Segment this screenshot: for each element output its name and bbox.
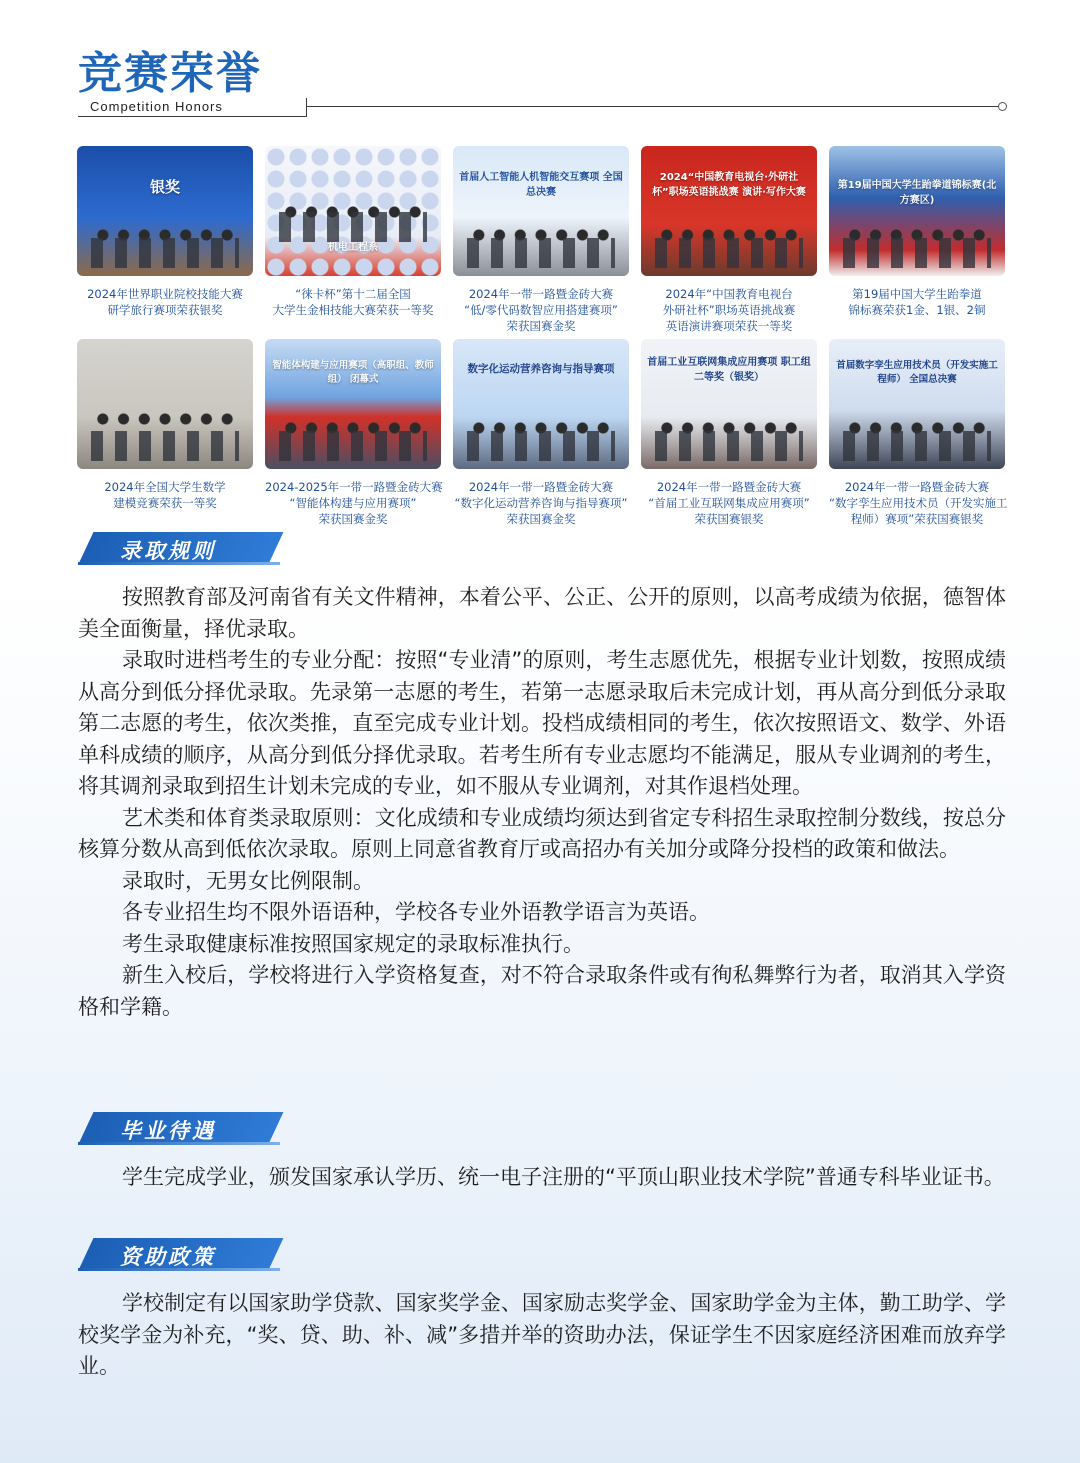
photo-text: 首届工业互联网集成应用赛项 职工组 二等奖（银奖） [647, 357, 811, 383]
paragraph: 录取时进档考生的专业分配：按照“专业清”的原则，考生志愿优先，根据专业计划数，按照成绩从高分到低分择优录取。先录第一志愿的考生，若第一志愿录取后未完成计划，再从高分到低分录取第二志愿的考生，依次类推，直至完成专业计划。投档成绩相同的考生，依次按照语文、数学、外语单科成绩的顺序，从高分到低分择优录取。若考生所有专业志愿均不能满足，服从专业调剂的考生，将其调剂录取到招生计划未完成的专业，如不服从专业调剂，对其作退档处理。 [78, 648, 1006, 798]
photo-people [91, 224, 239, 268]
page-header [78, 48, 1008, 118]
page-subtitle: Competition Honors [90, 99, 223, 114]
photo-text: 机电工程系 [328, 242, 378, 253]
honor-card [265, 146, 441, 318]
photo-text: 首届人工智能人机智能交互赛项 全国总决赛 [459, 172, 623, 198]
honor-caption: 2024年一带一路暨金砖大赛 “首届工业互联网集成应用赛项” 荣获国赛银奖 [648, 480, 810, 526]
honor-card [265, 339, 441, 527]
paragraph: 学生完成学业，颁发国家承认学历、统一电子注册的“平顶山职业技术学院”普通专科毕业证书。 [122, 1165, 1005, 1189]
section-tag-aid [78, 1238, 280, 1274]
honor-photo [641, 146, 817, 276]
honor-card [641, 146, 817, 334]
honor-card [641, 339, 817, 527]
admission-rules-text [78, 582, 1006, 1023]
honor-card [77, 339, 253, 511]
paragraph: 按照教育部及河南省有关文件精神，本着公平、公正、公开的原则，以高考成绩为依据，德智体美全面衡量，择优录取。 [78, 585, 1006, 641]
section-label: 资助政策 [120, 1245, 216, 1269]
honor-photo [829, 339, 1005, 469]
photo-people [655, 417, 803, 461]
honor-caption: 2024年全国大学生数学 建模竞赛荣获一等奖 [104, 480, 226, 510]
honor-card [453, 146, 629, 334]
paragraph: 各专业招生均不限外语语种，学校各专业外语教学语言为英语。 [122, 900, 710, 924]
section-tag-graduation [78, 1112, 280, 1148]
photo-people [279, 417, 427, 461]
photo-text: 2024“中国教育电视台·外研社杯”职场英语挑战赛 演讲·写作大赛 [652, 172, 806, 198]
honor-caption: 第19届中国大学生跆拳道 锦标赛荣获1金、1银、2铜 [848, 287, 986, 317]
photo-people [655, 224, 803, 268]
honor-photo [265, 146, 441, 276]
photo-people [91, 405, 239, 461]
header-divider [306, 106, 1000, 107]
paragraph: 学校制定有以国家助学贷款、国家奖学金、国家励志奖学金、国家助学金为主体，勤工助学、学校奖学金为补充，“奖、贷、助、补、减”多措并举的资助办法，保证学生不因家庭经济困难而放弃学业。 [78, 1291, 1006, 1378]
honor-caption: 2024年一带一路暨金砖大赛 “数字化运动营养咨询与指导赛项” 荣获国赛金奖 [454, 480, 628, 526]
honor-photo [453, 339, 629, 469]
photo-text: 数字化运动营养咨询与指导赛项 [467, 363, 615, 375]
photo-text: 智能体构建与应用赛项（高职组、教师组） 闭幕式 [272, 360, 434, 385]
honor-caption: 2024年“中国教育电视台 外研社杯”职场英语挑战赛 英语演讲赛项荣获一等奖 [662, 287, 796, 333]
honor-caption: 2024-2025年一带一路暨金砖大赛 “智能体构建与应用赛项” 荣获国赛金奖 [265, 480, 443, 526]
photo-people [467, 224, 615, 268]
paragraph: 新生入校后，学校将进行入学资格复查，对不符合录取条件或有徇私舞弊行为者，取消其入学资格和学籍。 [78, 963, 1006, 1019]
photo-text: 首届数字孪生应用技术员（开发实施工程师） 全国总决赛 [836, 360, 998, 385]
honor-card [829, 339, 1008, 527]
paragraph: 考生录取健康标准按照国家规定的录取标准执行。 [122, 931, 584, 956]
honor-card [453, 339, 629, 527]
graduation-text [78, 1162, 1006, 1194]
photo-people [843, 224, 991, 268]
honor-photo [453, 146, 629, 276]
section-label: 毕业待遇 [120, 1119, 216, 1143]
photo-text: 银奖 [149, 178, 180, 196]
section-tag-admission [78, 532, 280, 568]
photo-people [467, 417, 615, 461]
photo-people [843, 417, 991, 461]
page-title: 竞赛荣誉 [78, 48, 262, 99]
photo-text: 第19届中国大学生跆拳道锦标赛(北方赛区) [837, 180, 997, 206]
section-label: 录取规则 [120, 539, 216, 563]
honor-photo [829, 146, 1005, 276]
honor-photo [77, 146, 253, 276]
honor-photo [641, 339, 817, 469]
aid-policy-text [78, 1288, 1006, 1383]
honor-card [77, 146, 253, 318]
honor-caption: 2024年世界职业院校技能大赛 研学旅行赛项荣获银奖 [87, 287, 243, 317]
paragraph: 艺术类和体育类录取原则：文化成绩和专业成绩均须达到省定专科招生录取控制分数线，按总分核算分数从高到低依次录取。原则上同意省教育厅或高招办有关加分或降分投档的政策和做法。 [78, 805, 1006, 861]
honor-caption: 2024年一带一路暨金砖大赛 “数字孪生应用技术员（开发实施工 程师）赛项”荣获国赛银奖 [829, 480, 1008, 526]
paragraph: 录取时，无男女比例限制。 [122, 868, 374, 893]
photo-people [279, 202, 427, 242]
honor-photo [77, 339, 253, 469]
divider-end-dot [998, 102, 1007, 111]
honor-caption: 2024年一带一路暨金砖大赛 “低/零代码数智应用搭建赛项” 荣获国赛金奖 [464, 287, 618, 333]
honor-caption: “徕卡杯”第十二届全国 大学生金相技能大赛荣获一等奖 [272, 287, 434, 317]
honor-photo [265, 339, 441, 469]
honor-card [829, 146, 1005, 318]
